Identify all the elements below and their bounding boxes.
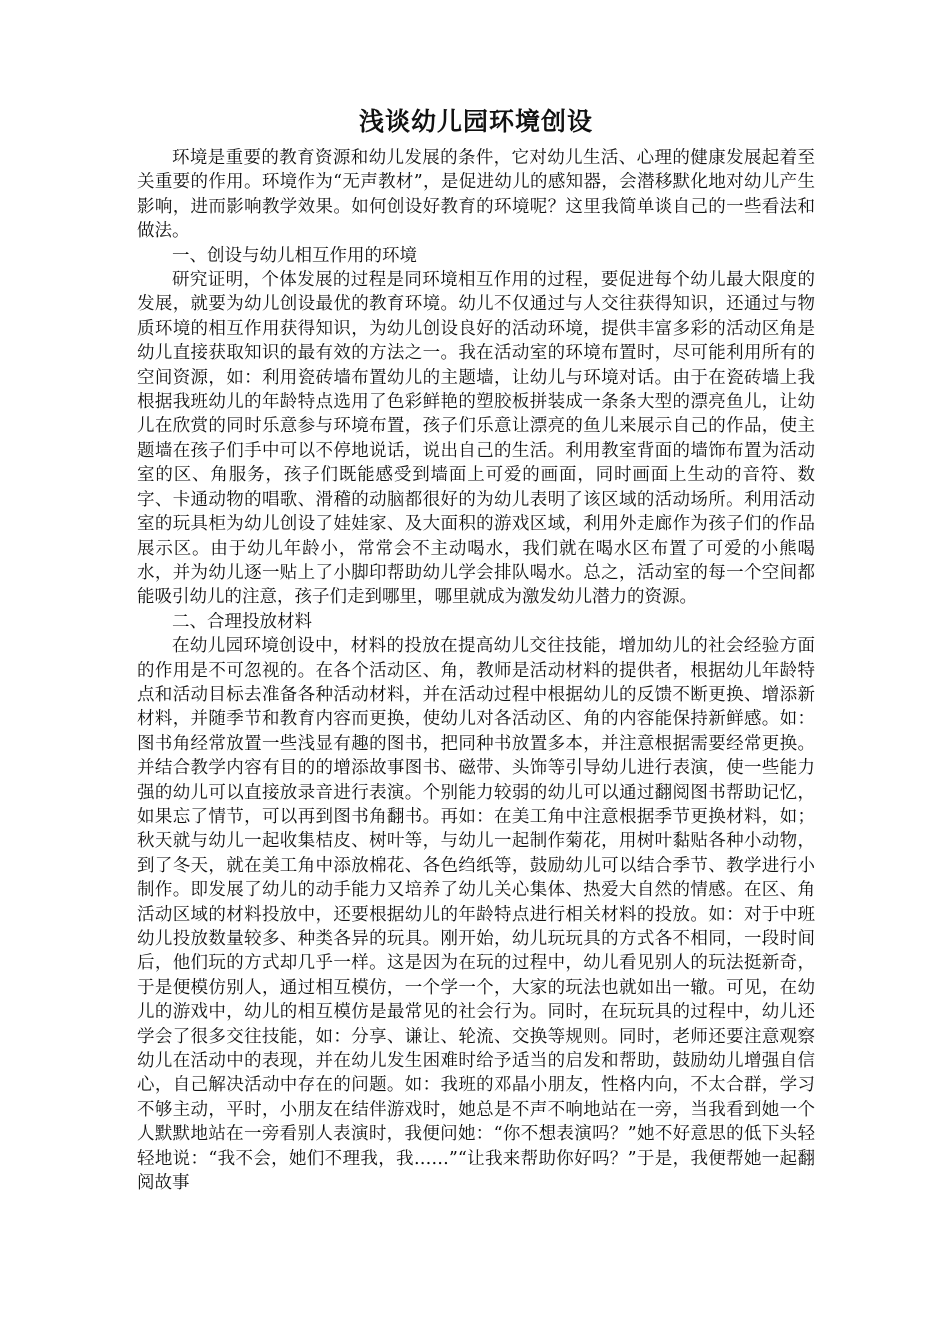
- section-2-paragraph: 在幼儿园环境创设中，材料的投放在提高幼儿交往技能，增加幼儿的社会经验方面的作用是不可忽视的。在各个活动区、角，教师是活动材料的提供者，根据幼儿年龄特点和活动目标去准备各种活动材料，并在活动过程中根据幼儿的反馈不断更换、增添新材料，并随季节和教育内容而更换，使幼儿对各活动区、角的内容能保持新鲜感。如：图书角经常放置一些浅显有趣的图书，把同种书放置多本，并注意根据需要经常更换。并结合教学内容有目的的增添故事图书、磁带、头饰等引导幼儿进行表演，使一些能力强的幼儿可以直接放录音进行表演。个别能力较弱的幼儿可以通过翻阅图书帮助记忆，如果忘了情节，可以再到图书角翻书。再如：在美工角中注意根据季节更换材料，如；秋天就与幼儿一起收集桔皮、树叶等，与幼儿一起制作菊花，用树叶黏贴各种小动物，到了冬天，就在美工角中添放棉花、各色绉纸等，鼓励幼儿可以结合季节、教学进行小制作。即发展了幼儿的动手能力又培养了幼儿关心集体、热爱大自然的情感。在区、角活动区域的材料投放中，还要根据幼儿的年龄特点进行相关材料的投放。如：对于中班幼儿投放数量较多、种类各异的玩具。刚开始，幼儿玩玩具的方式各不相同，一段时间后，他们玩的方式却几乎一样。这是因为在玩的过程中，幼儿看见别人的玩法挺新奇，于是便模仿别人，通过相互模仿，一个学一个，大家的玩法也就如出一辙。可见，在幼儿的游戏中，幼儿的相互模仿是最常见的社会行为。同时，在玩玩具的过程中，幼儿还学会了很多交往技能，如：分享、谦让、轮流、交换等规则。同时，老师还要注意观察幼儿在活动中的表现，并在幼儿发生困难时给予适当的启发和帮助，鼓励幼儿增强自信心，自己解决活动中存在的问题。如：我班的邓晶小朋友，性格内向，不太合群，学习不够主动，平时，小朋友在结伴游戏时，她总是不声不响地站在一旁，当我看到她一个人默默地站在一旁看别人表演时，我便问她：“你不想表演吗？”她不好意思的低下头轻轻地说：“我不会，她们不理我，我……”“让我来帮助你好吗？”于是，我便帮她一起翻阅故事: [137, 636, 815, 1194]
- section-1-heading: 一、创设与幼儿相互作用的环境: [172, 245, 417, 266]
- document-page: [137, 102, 815, 1195]
- section-2-heading: 二、合理投放材料: [172, 611, 312, 632]
- section-1-paragraph: 研究证明，个体发展的过程是同环境相互作用的过程，要促进每个幼儿最大限度的发展，就要为幼儿创设最优的教育环境。幼儿不仅通过与人交往获得知识，还通过与物质环境的相互作用获得知识，为幼儿创设良好的活动环境，提供丰富多彩的活动区角是幼儿直接获取知识的最有效的方法之一。我在活动室的环境布置时，尽可能利用所有的空间资源，如：利用瓷砖墙布置幼儿的主题墙，让幼儿与环境对话。由于在瓷砖墙上我根据我班幼儿的年龄特点选用了色彩鲜艳的塑胶板拼装成一条条大型的漂亮鱼儿，让幼儿在欣赏的同时乐意参与环境布置，孩子们乐意让漂亮的鱼儿来展示自己的作品，使主题墙在孩子们手中可以不停地说话，说出自己的生活。利用教室背面的墙饰布置为活动室的区、角服务，孩子们既能感受到墙面上可爱的画面，同时画面上生动的音符、数字、卡通动物的唱歌、滑稽的动脑都很好的为幼儿表明了该区域的活动场所。利用活动室的玩具柜为幼儿创设了娃娃家、及大面积的游戏区域，利用外走廊作为孩子们的作品展示区。由于幼儿年龄小，常常会不主动喝水，我们就在喝水区布置了可爱的小熊喝水，并为幼儿逐一贴上了小脚印帮助幼儿学会排队喝水。总之，活动室的每一个空间都能吸引幼儿的注意，孩子们走到哪里，哪里就成为激发幼儿潜力的资源。: [137, 270, 815, 608]
- document-title: 浅谈幼儿园环境创设: [358, 107, 593, 136]
- intro-paragraph: 环境是重要的教育资源和幼儿发展的条件，它对幼儿生活、心理的健康发展起着至关重要的作用。环境作为“无声教材”，是促进幼儿的感知器，会潜移默化地对幼儿产生影响，进而影响教学效果。如何创设好教育的环境呢？这里我简单谈自己的一些看法和做法。: [137, 148, 815, 242]
